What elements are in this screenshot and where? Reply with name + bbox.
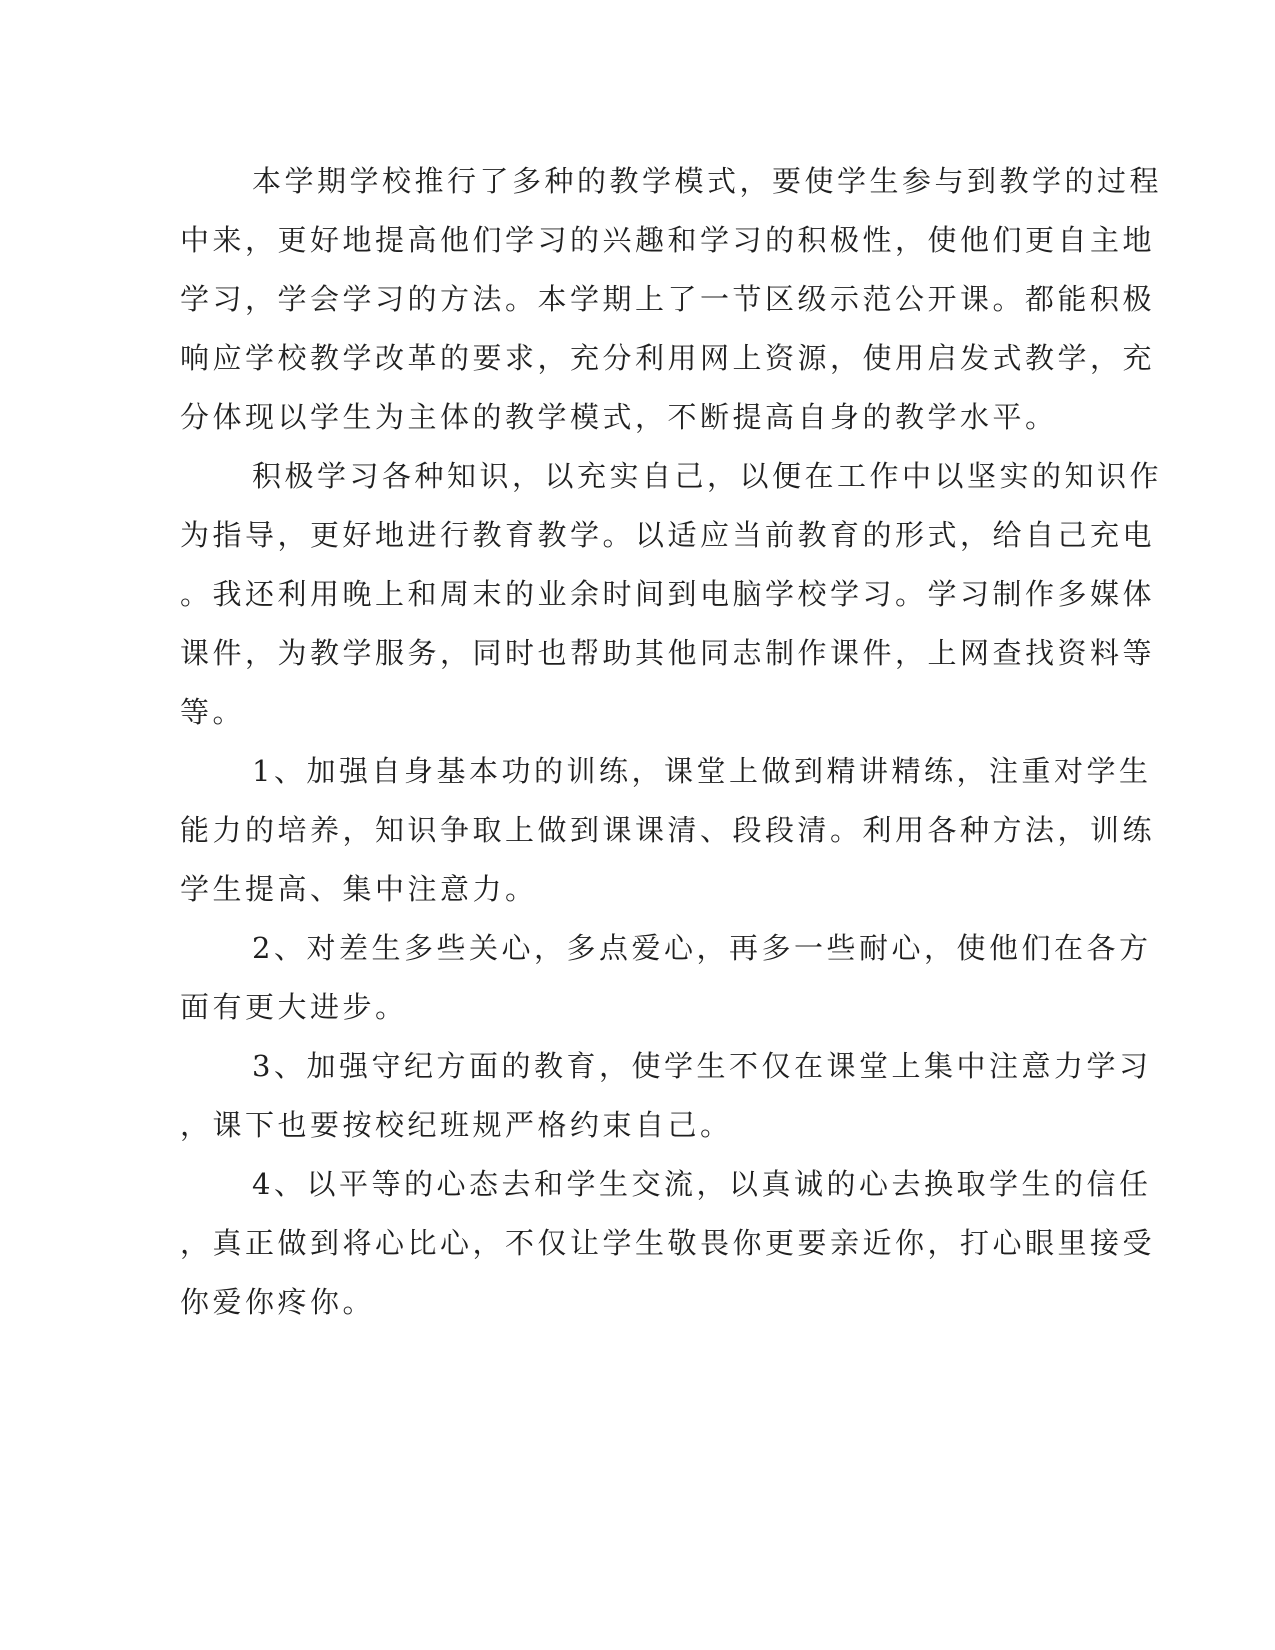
text-line: 2、对差生多些关心，多点爱心，再多一些耐心，使他们在各方: [252, 931, 1152, 965]
text-line: ，真正做到将心比心，不仅让学生敬畏你更要亲近你，打心眼里接受: [180, 1226, 1156, 1260]
text-line: 积极学习各种知识，以充实自己，以便在工作中以坚实的知识作: [252, 459, 1163, 493]
text-line: 学习，学会学习的方法。本学期上了一节区级示范公开课。都能积极: [180, 282, 1156, 316]
text-line: 为指导，更好地进行教育教学。以适应当前教育的形式，给自己充电: [180, 518, 1156, 552]
list-item-2: [180, 919, 1152, 1037]
text-line: 分体现以学生为主体的教学模式，不断提高自身的教学水平。: [180, 400, 1058, 434]
text-line: 等。: [180, 695, 246, 729]
text-line: 。我还利用晚上和周末的业余时间到电脑学校学习。学习制作多媒体: [180, 577, 1156, 611]
text-line: 学生提高、集中注意力。: [180, 872, 538, 906]
document-body: [180, 152, 1163, 1332]
text-line: 你爱你疼你。: [180, 1285, 376, 1319]
list-item-1: [180, 742, 1156, 919]
text-line: 4、以平等的心态去和学生交流，以真诚的心去换取学生的信任: [252, 1167, 1152, 1201]
text-line: 本学期学校推行了多种的教学模式，要使学生参与到教学的过程: [252, 164, 1163, 198]
text-line: ，课下也要按校纪班规严格约束自己。: [180, 1108, 733, 1142]
text-line: 中来，更好地提高他们学习的兴趣和学习的积极性，使他们更自主地: [180, 223, 1156, 257]
list-item-3: [180, 1037, 1152, 1155]
text-line: 能力的培养，知识争取上做到课课清、段段清。利用各种方法，训练: [180, 813, 1156, 847]
text-line: 课件，为教学服务，同时也帮助其他同志制作课件，上网查找资料等: [180, 636, 1156, 670]
list-item-4: [180, 1155, 1156, 1332]
text-line: 面有更大进步。: [180, 990, 408, 1024]
text-line: 响应学校教学改革的要求，充分利用网上资源，使用启发式教学，充: [180, 341, 1156, 375]
paragraph-teaching-modes: [180, 152, 1163, 447]
text-line: 1、加强自身基本功的训练，课堂上做到精讲精练，注重对学生: [252, 754, 1152, 788]
text-line: 3、加强守纪方面的教育，使学生不仅在课堂上集中注意力学习: [252, 1049, 1152, 1083]
paragraph-self-study: [180, 447, 1163, 742]
